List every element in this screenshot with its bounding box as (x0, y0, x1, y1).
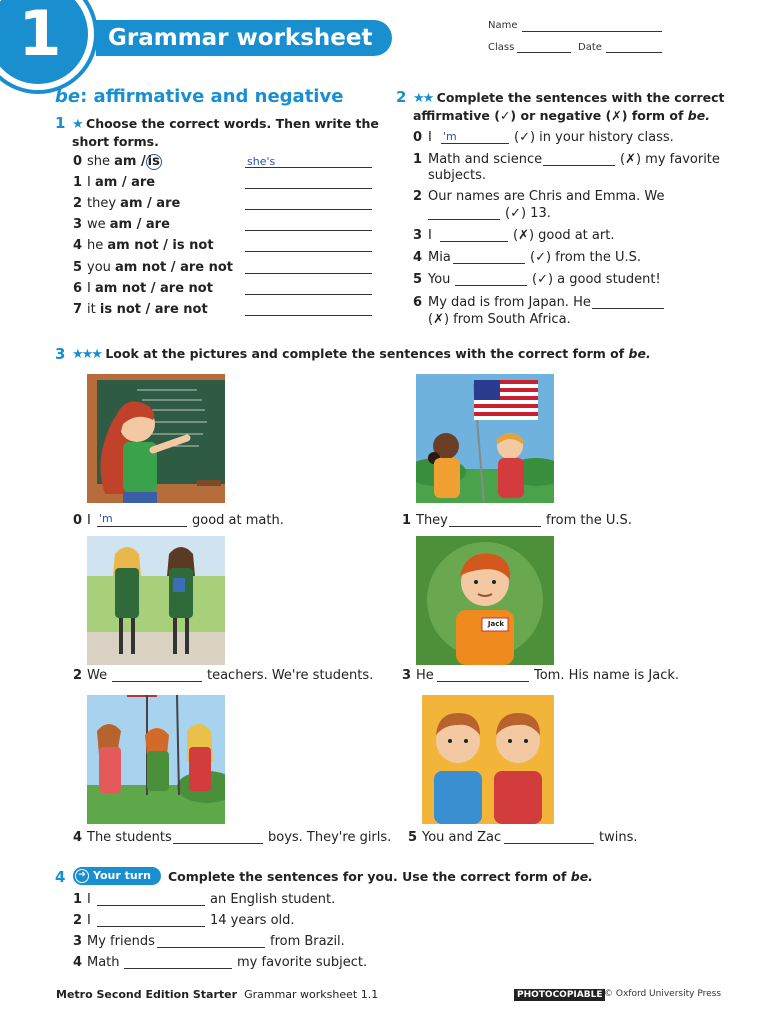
word-choice[interactable]: am not / are not (94, 281, 213, 296)
answer-line[interactable] (245, 273, 372, 274)
ex1-number: 1 (55, 114, 66, 132)
answer-line[interactable] (504, 843, 594, 844)
unit-number: 1 (18, 0, 62, 70)
answer-line[interactable] (245, 294, 372, 295)
answer-line[interactable] (97, 905, 205, 906)
ex4-instruction: Complete the sentences for you. Use the correct form of be. (168, 869, 593, 884)
answer-line[interactable] (441, 143, 509, 144)
ex4-header (55, 868, 65, 886)
answer-line[interactable] (453, 263, 525, 264)
word-choice[interactable]: am not / is not (107, 238, 214, 253)
picture-girl-chalkboard (87, 374, 225, 503)
word-choice[interactable]: am not / are not (115, 260, 234, 275)
handwritten-answer: 'm (443, 130, 457, 143)
section-heading-rest: : affirmative and negative (80, 86, 344, 107)
name-line[interactable] (522, 31, 662, 32)
picture-kids-flag (416, 374, 554, 503)
word-choice[interactable]: am / are (94, 175, 156, 190)
ex1-item: 1 I am / are (73, 175, 156, 190)
answer-line[interactable] (455, 285, 527, 286)
answer-line[interactable] (173, 843, 263, 844)
answer-line[interactable] (245, 230, 372, 231)
date-label: Date (578, 42, 602, 53)
ex2-instruction: ★★ Complete the sentences with the correct affirmative (✓) or negative (✗) form of be. (413, 90, 725, 123)
class-label: Class (488, 42, 515, 53)
ex1-item: 0 she am / is (73, 154, 160, 169)
section-heading-be: be (55, 86, 81, 107)
handwritten-answer: she's (247, 155, 276, 168)
ex1-header (55, 114, 65, 132)
star-icon: ★★ (413, 91, 433, 106)
ex1-item: 4 he am not / is not (73, 238, 214, 253)
ex3-number: 3 (55, 345, 66, 363)
answer-line[interactable] (97, 926, 205, 927)
publisher-label: © Oxford University Press (604, 989, 722, 999)
ex1-instruction: ★ Choose the correct words. Then write the short forms. (72, 116, 379, 149)
word-choice[interactable]: is not / are not (99, 302, 208, 317)
answer-line[interactable] (543, 165, 615, 166)
ex2-number: 2 (396, 88, 407, 106)
answer-line[interactable] (97, 526, 187, 527)
answer-line[interactable] (245, 315, 372, 316)
photocopiable-label: PHOTOCOPIABLE (514, 989, 605, 1001)
arrow-right-icon: ➜ (75, 869, 89, 883)
answer-line[interactable] (157, 947, 265, 948)
class-line[interactable] (517, 52, 571, 53)
picture-two-girls (87, 536, 225, 665)
picture-boy-nametag (416, 536, 554, 665)
ex1-item: 3 we am / are (73, 217, 170, 232)
answer-line[interactable] (245, 209, 372, 210)
section-heading (55, 86, 343, 107)
answer-line[interactable] (124, 968, 232, 969)
word-choice[interactable]: am / are (120, 196, 181, 211)
ex1-item: 2 they am / are (73, 196, 181, 211)
star-icon: ★★★ (72, 347, 101, 362)
ex3-instruction: ★★★ Look at the pictures and complete the sentences with the correct form of be. (72, 346, 651, 362)
star-icon: ★ (72, 117, 82, 132)
answer-line[interactable] (440, 241, 508, 242)
word-choice[interactable]: am / are (109, 217, 170, 232)
name-label: Name (488, 20, 518, 31)
answer-line[interactable] (592, 308, 664, 309)
answer-line[interactable] (245, 251, 372, 252)
answer-line[interactable] (449, 526, 541, 527)
footer-book-title: Metro Second Edition Starter Grammar worksheet 1.1 (56, 988, 379, 1001)
name-tag-text: Jack (487, 620, 505, 628)
picture-girls-swings (87, 695, 225, 824)
handwritten-answer: 'm (99, 512, 113, 525)
ex2-header (396, 88, 406, 106)
ex1-item: 6 I am not / are not (73, 281, 213, 296)
answer-line[interactable] (245, 188, 372, 189)
ex1-item: 5 you am not / are not (73, 260, 234, 275)
ex4-number: 4 (55, 868, 66, 886)
ex3-header (55, 345, 65, 363)
answer-line[interactable] (112, 681, 202, 682)
your-turn-badge: ➜ Your turn (73, 867, 161, 885)
circled-answer: is (147, 154, 160, 169)
answer-line[interactable] (437, 681, 529, 682)
answer-line[interactable] (428, 219, 500, 220)
worksheet-title: Grammar worksheet 1 (96, 20, 392, 56)
ex1-item: 7 it is not / are not (73, 302, 208, 317)
picture-twins (422, 695, 554, 824)
date-line[interactable] (606, 52, 662, 53)
